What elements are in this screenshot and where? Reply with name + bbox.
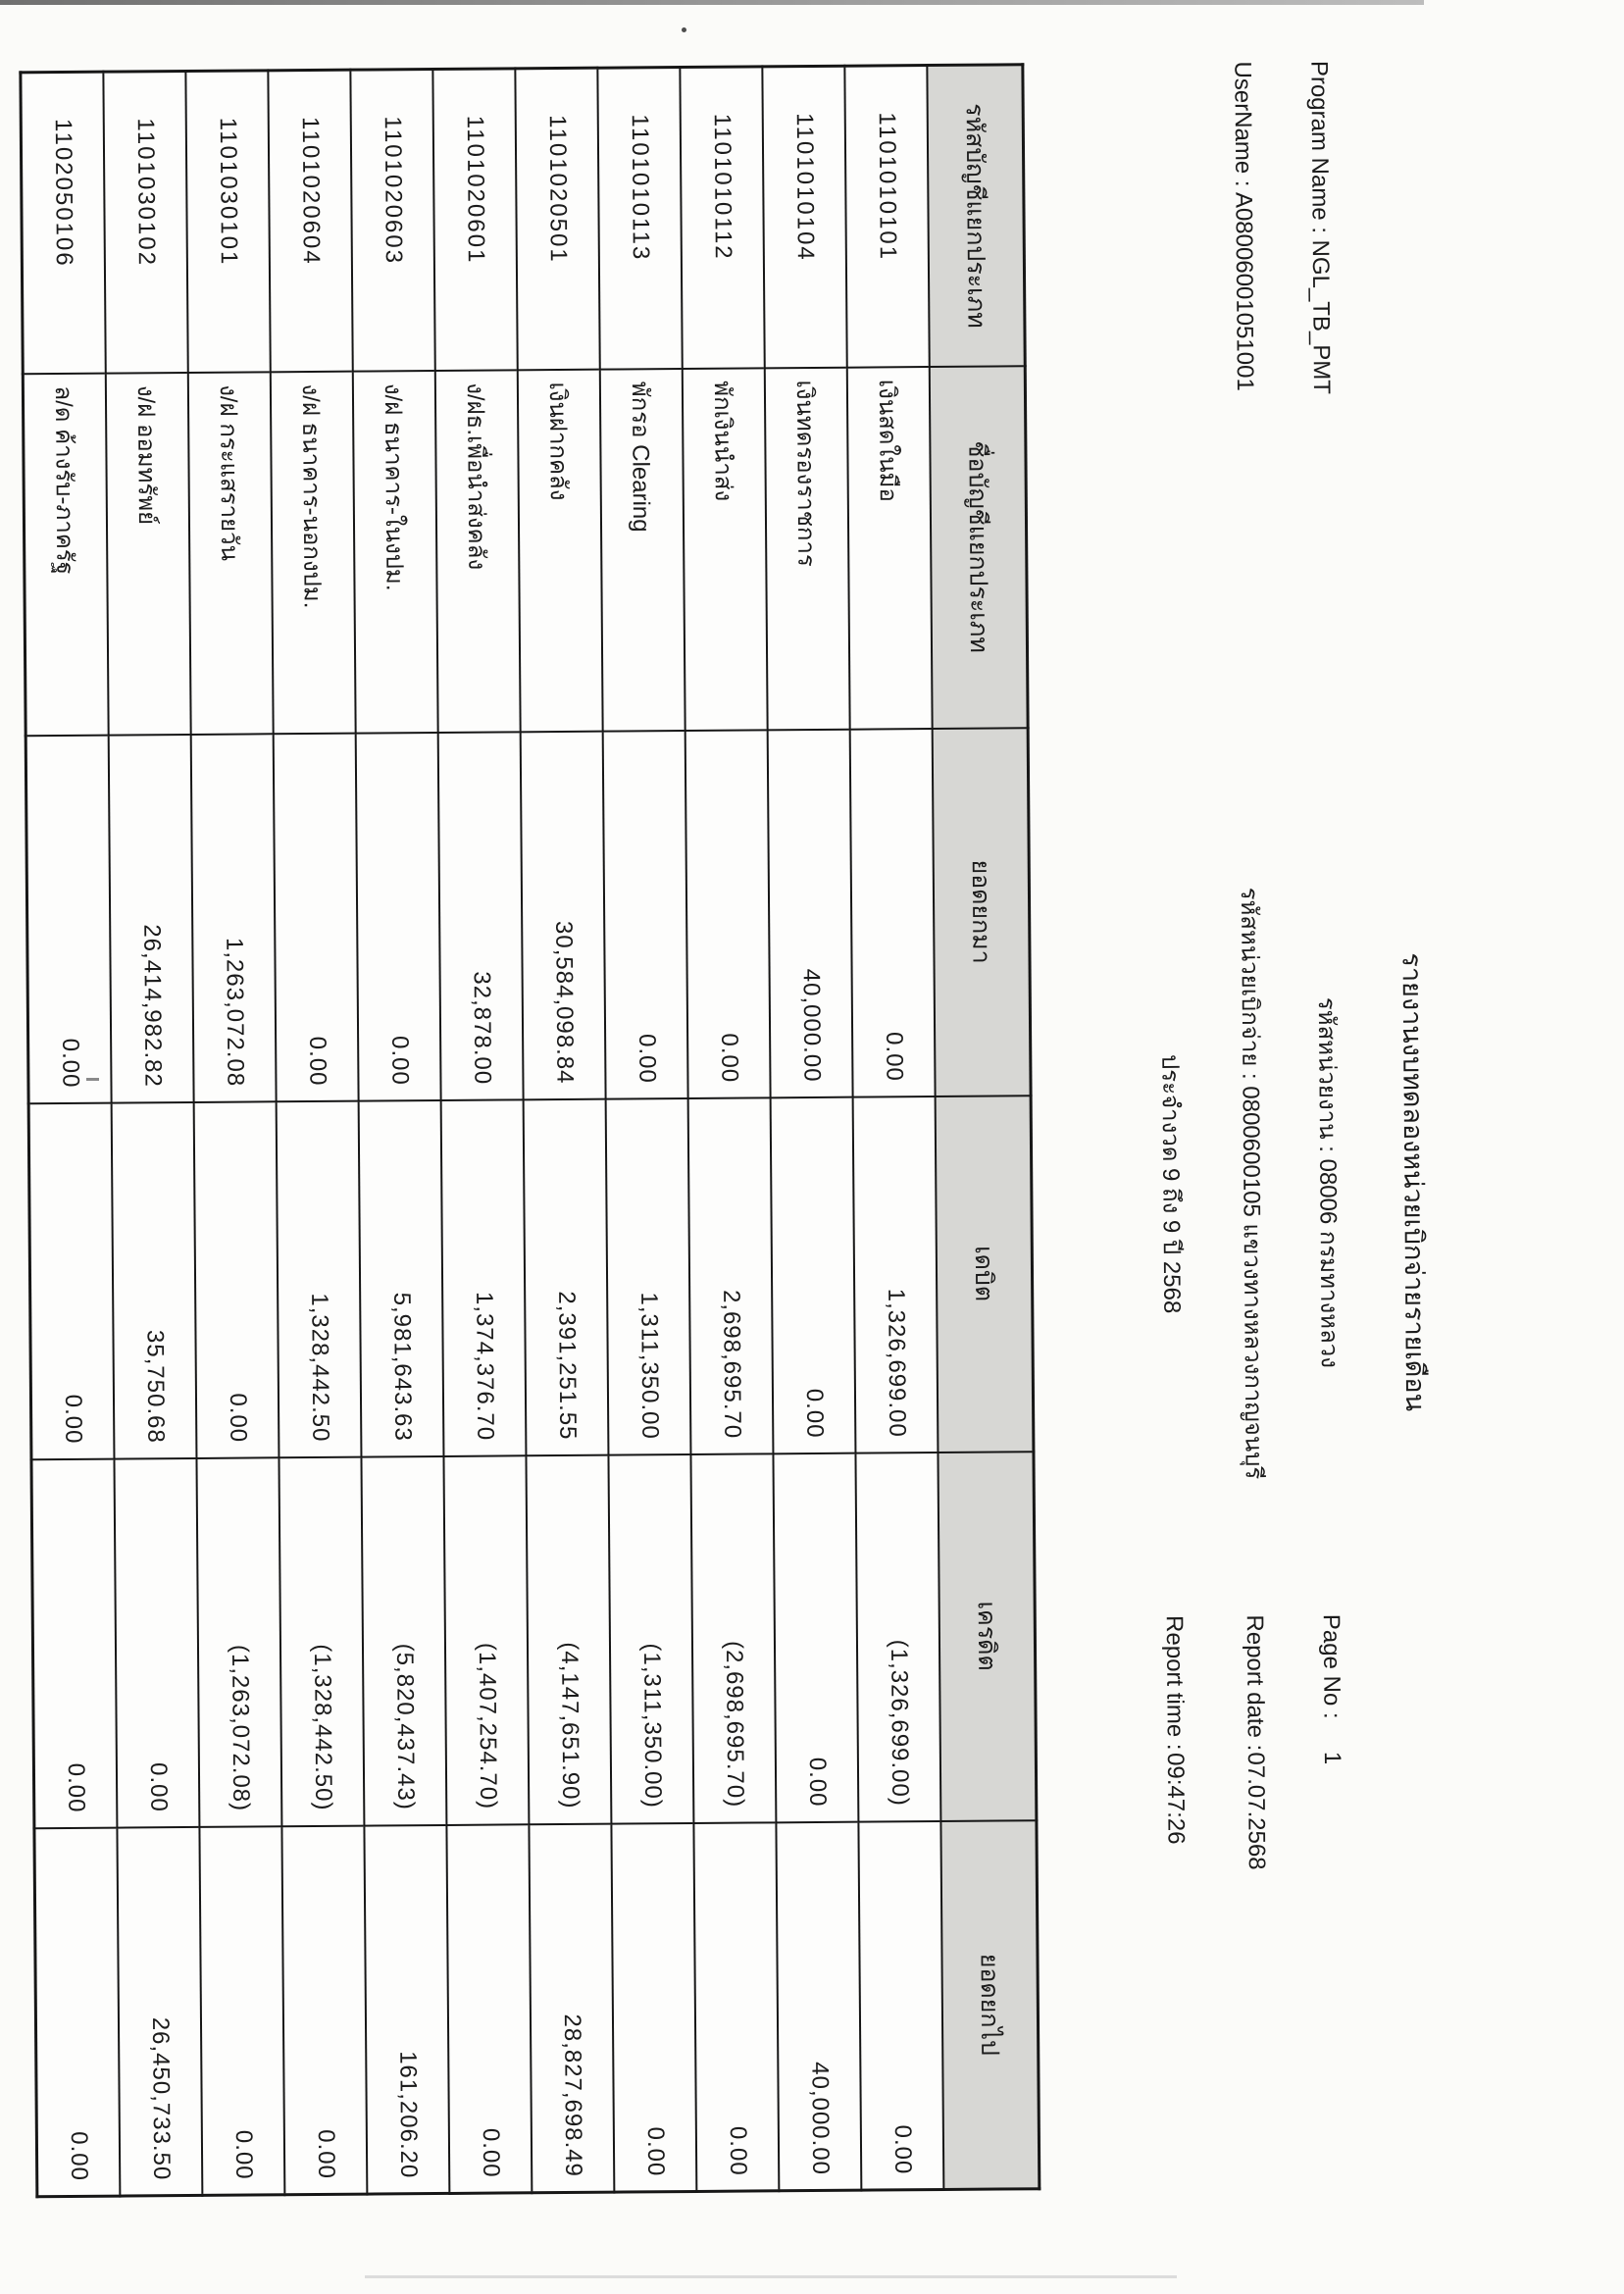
cell-carried-forward: 0.00 xyxy=(693,1822,779,2192)
cell-account-code: 1101010101 xyxy=(844,66,929,368)
table-row xyxy=(432,69,532,2194)
cell-debit: 1,328,442.50 xyxy=(277,1100,362,1457)
table-row xyxy=(350,70,449,2195)
table-row xyxy=(21,72,121,2197)
col-header-account-code: รหัสบัญชีแยกประเภท xyxy=(927,65,1025,367)
cell-debit: 2,391,251.55 xyxy=(524,1098,609,1455)
table-row xyxy=(762,66,861,2191)
cell-debit: 0.00 xyxy=(194,1101,279,1458)
page-no-value: 1 xyxy=(1318,1751,1345,1765)
cell-account-name: เงินทดรองราชการ xyxy=(765,367,850,730)
cell-account-code: 1102050106 xyxy=(21,72,106,374)
cell-carried-forward: 161,206.20 xyxy=(364,1824,449,2194)
scan-edge-bottom-line xyxy=(365,2275,1177,2278)
agency-code-line: รหัสหน่วยงาน : 08006 กรมทางหลวง xyxy=(1312,996,1343,1369)
cell-account-code: 1101020603 xyxy=(350,70,434,372)
cell-carried-forward: 0.00 xyxy=(34,1827,120,2197)
table-row xyxy=(515,68,614,2193)
cell-debit: 5,981,643.63 xyxy=(359,1099,444,1456)
table-row xyxy=(103,71,202,2196)
disbursement-unit-line: รหัสหน่วยเบิกจ่าย : 0800600105 แขวงทางหลวงกาญจนบุรี xyxy=(1235,887,1267,1480)
program-name-line: Program Name : NGL_TB_PMT xyxy=(1305,60,1335,395)
table-header-row xyxy=(927,65,1040,2190)
cell-credit: (1,407,254.70) xyxy=(443,1455,529,1825)
cell-credit: (2,698,695.70) xyxy=(690,1453,776,1823)
cell-account-name: ง/ฝธ.เพื่อนำส่งคลัง xyxy=(435,370,521,733)
col-header-carried-forward: ยอดยกไป xyxy=(940,1820,1039,2190)
cell-account-code: 1101030101 xyxy=(185,71,270,373)
report-time-label: Report time : xyxy=(1160,1615,1189,1751)
cell-debit: 1,374,376.70 xyxy=(441,1099,527,1456)
cell-brought-forward: 32,878.00 xyxy=(438,732,524,1100)
cell-debit: 0.00 xyxy=(771,1096,856,1453)
cell-debit: 35,750.68 xyxy=(112,1101,197,1458)
cell-brought-forward: 0.00 xyxy=(356,732,441,1100)
table-row xyxy=(597,68,696,2193)
cell-debit: 1,326,699.00 xyxy=(853,1096,939,1453)
cell-account-code: 1101020601 xyxy=(432,69,517,371)
col-header-brought-forward: ยอดยกมา xyxy=(933,728,1031,1096)
table-row xyxy=(268,70,367,2195)
cell-carried-forward: 0.00 xyxy=(199,1826,284,2196)
cell-carried-forward: 26,450,733.50 xyxy=(117,1826,202,2196)
cell-account-name: ง/ฝ ธนาคาร-นอกงปม. xyxy=(271,371,356,734)
cell-account-name: ล/ด ค้างรับ-ภาครัฐ xyxy=(23,373,108,736)
cell-account-name: ง/ฝ ออมทรัพย์ xyxy=(106,372,191,735)
report-date-value: 07.07.2568 xyxy=(1242,1752,1270,1870)
cell-brought-forward: 0.00 xyxy=(25,735,111,1103)
cell-brought-forward: 0.00 xyxy=(603,731,688,1099)
scan-speck-dash xyxy=(86,1078,99,1081)
cell-account-code: 1101020501 xyxy=(515,68,599,370)
cell-brought-forward: 30,584,098.84 xyxy=(521,731,606,1099)
cell-credit: (1,311,350.00) xyxy=(608,1453,693,1823)
cell-account-name: พักเงินนำส่ง xyxy=(683,368,768,731)
cell-credit: 0.00 xyxy=(114,1457,199,1827)
cell-debit: 2,698,695.70 xyxy=(688,1097,774,1454)
cell-brought-forward: 0.00 xyxy=(685,730,771,1098)
table-row xyxy=(680,67,779,2192)
cell-carried-forward: 28,827,698.49 xyxy=(529,1823,614,2193)
col-header-debit: เดบิต xyxy=(936,1096,1034,1453)
cell-carried-forward: 0.00 xyxy=(446,1824,532,2194)
cell-credit: 0.00 xyxy=(31,1458,117,1828)
col-header-account-name: ชื่อบัญชีแยกประเภท xyxy=(930,366,1028,729)
col-header-credit: เครดิต xyxy=(938,1452,1036,1821)
report-title: รายงานงบทดลองหน่วยเบิกจ่ายรายเดือน xyxy=(1396,952,1431,1412)
cell-carried-forward: 0.00 xyxy=(611,1822,696,2192)
cell-credit: 0.00 xyxy=(773,1453,858,1822)
cell-account-name: พักรอ Clearing xyxy=(600,369,685,732)
table-row xyxy=(844,66,943,2191)
cell-account-name: ง/ฝ กระแสรายวัน xyxy=(188,372,274,735)
cell-account-name: ง/ฝ ธนาคาร-ในงปม. xyxy=(353,370,438,733)
cell-account-code: 1101010112 xyxy=(680,67,764,369)
cell-account-code: 1101030102 xyxy=(103,71,187,373)
page-no-label: Page No : xyxy=(1317,1613,1345,1719)
cell-credit: (4,147,651.90) xyxy=(526,1454,611,1824)
cell-carried-forward: 40,000.00 xyxy=(776,1821,861,2191)
period-line: ประจำงวด 9 ถึง 9 ปี 2568 xyxy=(1156,1053,1186,1314)
cell-brought-forward: 1,263,072.08 xyxy=(191,734,277,1102)
trial-balance-table xyxy=(19,63,1040,2198)
cell-brought-forward: 0.00 xyxy=(274,733,359,1101)
table-row xyxy=(185,71,284,2196)
username-line: UserName : A08006001051001 xyxy=(1229,61,1258,391)
cell-account-code: 1101010113 xyxy=(597,68,682,370)
cell-carried-forward: 0.00 xyxy=(858,1820,943,2190)
cell-debit: 0.00 xyxy=(28,1102,114,1459)
cell-brought-forward: 26,414,982.82 xyxy=(109,734,194,1102)
cell-account-code: 1101010104 xyxy=(762,66,846,368)
cell-credit: (1,328,442.50) xyxy=(279,1456,364,1826)
cell-credit: (1,326,699.00) xyxy=(855,1453,940,1822)
cell-account-name: เงินสดในมือ xyxy=(847,367,933,730)
cell-brought-forward: 40,000.00 xyxy=(768,729,853,1097)
cell-credit: (1,263,072.08) xyxy=(196,1457,281,1827)
cell-carried-forward: 0.00 xyxy=(281,1825,367,2195)
scan-speck-dot xyxy=(682,27,686,32)
cell-credit: (5,820,437.43) xyxy=(361,1455,446,1825)
report-date-label: Report date : xyxy=(1241,1614,1269,1752)
scan-edge-top-line xyxy=(0,0,1424,5)
cell-debit: 1,311,350.00 xyxy=(606,1097,691,1454)
cell-account-code: 1101020604 xyxy=(268,70,352,372)
cell-brought-forward: 0.00 xyxy=(850,729,936,1097)
report-time-value: 09:47:26 xyxy=(1161,1753,1190,1845)
cell-account-name: เงินฝากคลัง xyxy=(518,369,603,732)
